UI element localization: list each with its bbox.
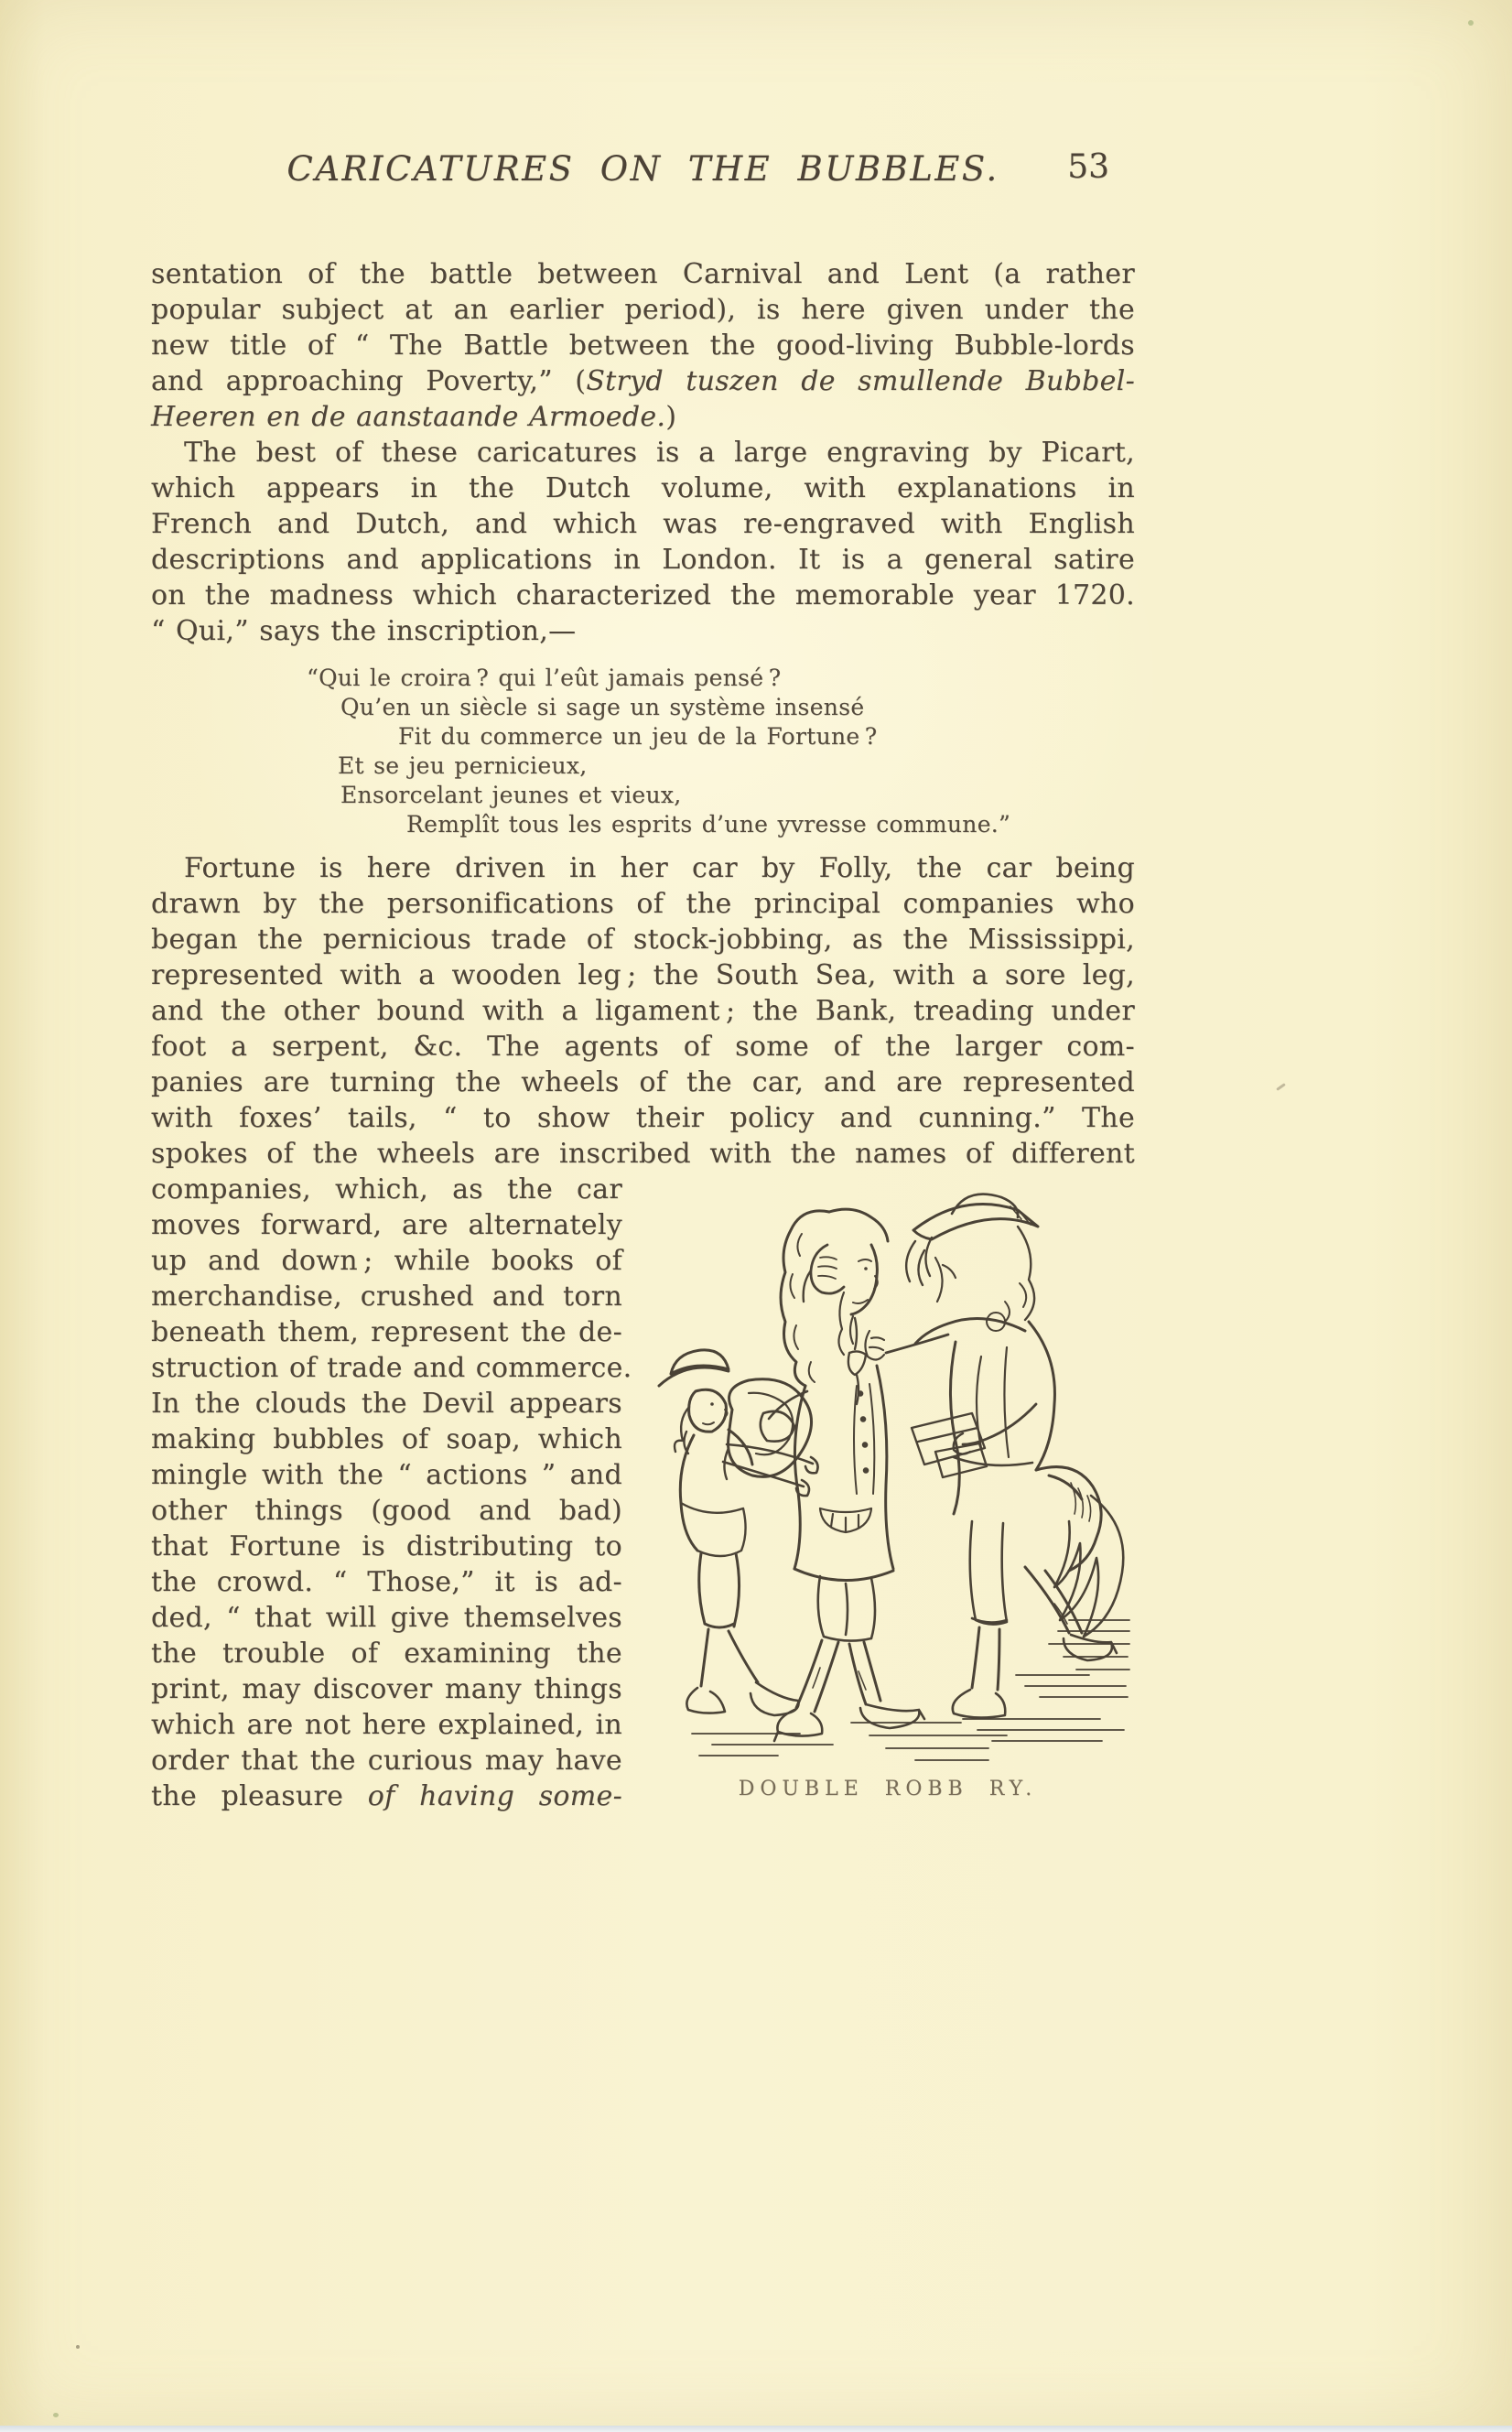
text-line — [151, 1136, 1135, 1172]
text-segment: ) — [665, 401, 677, 433]
text-line — [151, 1529, 622, 1564]
text-line — [151, 578, 1135, 613]
text-segment: which appears in the Dutch volume, with explanations in — [151, 472, 1135, 504]
text-segment: beneath them, represent the de- — [151, 1316, 622, 1348]
text-line — [151, 1778, 622, 1814]
text-line — [151, 1493, 622, 1529]
text-segment: sentation of the battle between Carnival and Lent (a rather — [151, 258, 1135, 290]
paragraph-continuation — [151, 256, 1135, 435]
scan-speck — [1276, 1083, 1286, 1091]
engraving-figure — [641, 1172, 1135, 1807]
scan-edge-strip — [0, 2426, 1512, 2432]
text-segment: and approaching Poverty,” ( — [151, 365, 587, 397]
text-segment: panies are turning the wheels of the car, and are represented — [151, 1066, 1135, 1098]
text-segment: up and down ; while books of — [151, 1245, 622, 1277]
text-segment: descriptions and applications in London. It is a general satire — [151, 544, 1135, 576]
text-line — [151, 435, 1135, 470]
text-segment: The best of these caricatures is a large engraving by Picart, — [184, 437, 1135, 469]
text-line — [307, 664, 1135, 693]
page-number: 53 — [1067, 148, 1109, 186]
text-segment: of having some- — [367, 1780, 623, 1812]
scan-speck — [76, 2345, 80, 2349]
text-segment: began the pernicious trade of stock-jobbing, as the Mississippi, — [151, 924, 1135, 956]
text-segment: print, may discover many things — [151, 1673, 622, 1705]
text-line — [151, 993, 1135, 1029]
text-line — [151, 1172, 622, 1207]
text-line — [151, 613, 1135, 649]
engraving-illustration — [641, 1173, 1135, 1764]
text-line — [340, 693, 1135, 722]
text-segment: drawn by the personifications of the principal companies who — [151, 888, 1135, 920]
scan-speck — [1468, 20, 1474, 26]
text-segment: represented with a wooden leg ; the South Sea, with a sore leg, — [151, 959, 1135, 991]
text-line — [151, 1243, 622, 1279]
figure-pickpocket-boy — [659, 1350, 818, 1715]
text-line — [151, 1065, 1135, 1100]
text-segment: Fit du commerce un jeu de la Fortune ? — [398, 723, 878, 750]
text-line — [151, 1279, 622, 1314]
verse-quotation — [307, 664, 1135, 839]
text-segment: the pleasure — [151, 1780, 368, 1812]
text-segment: “ Qui,” says the inscription,— — [151, 615, 577, 647]
text-segment: making bubbles of soap, which — [151, 1423, 622, 1455]
text-line — [151, 399, 1135, 435]
text-line — [151, 1421, 622, 1457]
figure-right-man — [865, 1194, 1123, 1718]
text-line — [151, 850, 1135, 886]
text-line — [151, 886, 1135, 922]
text-line — [151, 292, 1135, 328]
text-line — [151, 1100, 1135, 1136]
text-segment: Qu’en un siècle si sage un système insensé — [340, 694, 865, 720]
text-segment: that Fortune is distributing to — [151, 1530, 622, 1562]
text-segment: the crowd. “ Those,” it is ad- — [151, 1566, 622, 1598]
text-line — [151, 1564, 622, 1600]
text-segment: new title of “ The Battle between the good-living Bubble-lords — [151, 330, 1135, 362]
text-line — [151, 1600, 622, 1636]
text-segment: which are not here explained, in — [151, 1709, 622, 1741]
paragraph-fortune-full — [151, 850, 1135, 1172]
text-line — [151, 1314, 622, 1350]
text-line — [398, 722, 1135, 751]
text-segment: mingle with the “ actions ” and — [151, 1459, 622, 1491]
text-line — [151, 1743, 622, 1778]
text-line — [151, 1707, 622, 1743]
text-segment: French and Dutch, and which was re-engraved with English — [151, 508, 1135, 540]
text-segment: on the madness which characterized the memorable year 1720. — [151, 579, 1135, 611]
text-segment: other things (good and bad) — [151, 1495, 622, 1527]
text-line — [151, 363, 1135, 399]
text-segment: moves forward, are alternately — [151, 1209, 622, 1241]
text-line — [151, 922, 1135, 957]
text-segment: order that the curious may have — [151, 1745, 622, 1777]
text-segment: with foxes’ tails, “ to show their policy and cunning.” The — [151, 1102, 1135, 1134]
scan-speck — [53, 2413, 59, 2417]
text-segment: spokes of the wheels are inscribed with the names of different — [151, 1138, 1135, 1170]
text-segment: merchandise, crushed and torn — [151, 1281, 622, 1313]
text-line — [338, 751, 1135, 781]
text-segment: “Qui le croira ? qui l’eût jamais pensé ? — [307, 665, 782, 691]
text-segment: popular subject at an earlier period), is here given under the — [151, 294, 1135, 326]
text-segment: Fortune is here driven in her car by Folly, the car being — [184, 852, 1135, 884]
figure-center-man — [729, 1209, 924, 1741]
page-title: CARICATURES ON THE BUBBLES. — [286, 149, 999, 189]
text-line — [151, 1029, 1135, 1065]
text-segment: Ensorcelant jeunes et vieux, — [340, 782, 682, 808]
text-segment: and the other bound with a ligament ; the Bank, treading under — [151, 995, 1135, 1027]
figure-caption: DOUBLE ROBB RY. — [738, 1778, 1038, 1800]
text-segment: foot a serpent, &c. The agents of some of the larger com- — [151, 1031, 1135, 1063]
text-segment: companies, which, as the car — [151, 1173, 622, 1205]
page-header — [151, 146, 1135, 192]
text-segment: Heeren en de aanstaande Armoede. — [151, 401, 666, 433]
text-line — [340, 781, 1135, 810]
text-segment: In the clouds the Devil appears — [151, 1388, 622, 1420]
text-segment: Remplît tous les esprits d’une yvresse commune.” — [406, 811, 1011, 838]
text-line — [151, 1386, 622, 1421]
text-line — [151, 1207, 622, 1243]
text-line — [151, 957, 1135, 993]
text-segment: Et se jeu pernicieux, — [338, 752, 588, 779]
page-content — [151, 0, 1135, 1814]
text-line — [151, 328, 1135, 363]
text-line — [151, 1636, 622, 1671]
text-line — [151, 256, 1135, 292]
paragraph-best-caricatures — [151, 435, 1135, 649]
body-text — [151, 256, 1135, 1814]
text-line — [151, 1671, 622, 1707]
text-line — [151, 470, 1135, 506]
text-and-figure-region — [151, 1172, 1135, 1814]
text-segment: struction of trade and commerce. — [151, 1352, 632, 1384]
paragraph-fortune-narrow — [151, 1172, 632, 1814]
text-line — [151, 1457, 622, 1493]
text-line — [406, 810, 1135, 839]
text-segment: ded, “ that will give themselves — [151, 1602, 622, 1634]
text-line — [151, 506, 1135, 542]
text-segment: the trouble of examining the — [151, 1638, 622, 1670]
text-line — [151, 542, 1135, 578]
text-line — [151, 1350, 632, 1386]
text-segment: Stryd tuszen de smullende Bubbel- — [586, 365, 1135, 397]
horse-tail — [1054, 1496, 1123, 1637]
